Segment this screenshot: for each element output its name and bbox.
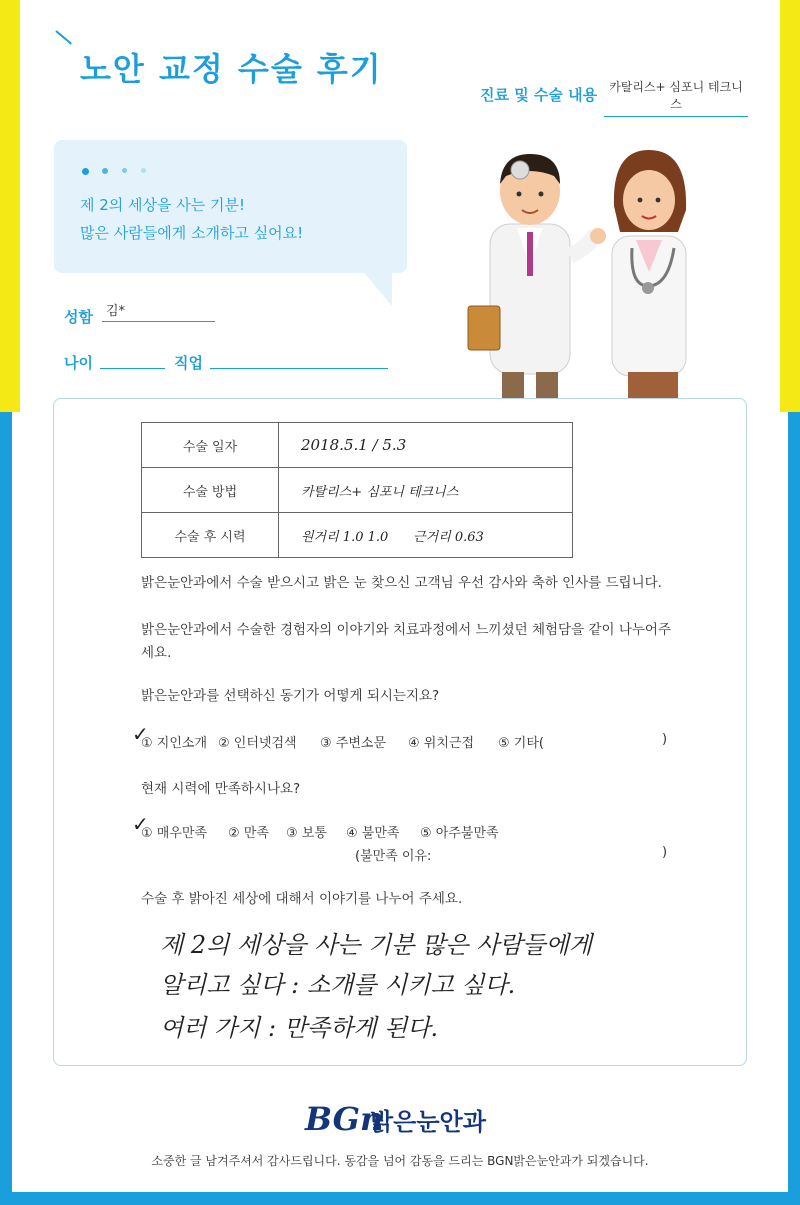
handwritten-answer-line: 여러 가지 : 만족하게 된다.	[160, 1014, 439, 1042]
table-header-cell: 수술 일자	[142, 423, 279, 468]
treatment-label: 진료 및 수술 내용	[480, 86, 598, 104]
page-title: 노안 교정 수술 후기	[80, 50, 383, 88]
question-1: 밝은눈안과를 선택하신 동기가 어떻게 되시는지요?	[141, 688, 440, 704]
name-field: 김*	[102, 300, 215, 322]
age-field	[100, 350, 165, 369]
table-header-cell: 수술 방법	[142, 468, 279, 513]
q2-reason-close: )	[662, 845, 668, 860]
bubble-dot	[102, 168, 108, 174]
q2-option-4[interactable]: ④ 불만족	[346, 826, 400, 841]
handwritten-answer-line: 알리고 싶다 : 소개를 시키고 싶다.	[160, 971, 516, 999]
frame-yellow-right	[780, 0, 800, 412]
frame-blue-left	[0, 412, 12, 1205]
frame-blue-right	[788, 412, 800, 1205]
q1-option-4[interactable]: ④ 위치근접	[408, 736, 475, 751]
job-field	[210, 350, 388, 369]
female-doctor-illustration	[612, 150, 686, 412]
post-op-vision-value: 원거리 1.0 1.0 근거리 0.63	[279, 513, 573, 558]
q2-reason-label: (불만족 이유:	[355, 849, 432, 864]
check-mark-icon: ✓	[132, 722, 149, 746]
bgn-logo: BGn	[305, 1100, 384, 1138]
question-2: 현재 시력에 만족하시나요?	[141, 781, 301, 797]
check-mark-icon: ✓	[132, 812, 149, 836]
title-accent-slash	[55, 30, 72, 44]
speech-bubble-tail	[362, 270, 392, 306]
q2-option-1[interactable]: ① 매우만족	[141, 826, 208, 841]
table-row	[142, 468, 573, 513]
surgery-method-value: 카탈리스+ 심포니 테크니스	[279, 468, 573, 513]
bubble-dot	[141, 168, 146, 173]
bubble-dot	[82, 168, 89, 175]
q1-option-1[interactable]: ① 지인소개	[141, 736, 208, 751]
job-label: 직업	[174, 354, 203, 372]
frame-blue-bottom	[0, 1192, 800, 1205]
handwritten-answer-line: 제 2의 세상을 사는 기분 많은 사람들에게	[160, 931, 592, 959]
q1-option-5-close: )	[662, 732, 668, 747]
table-header-cell: 수술 후 시력	[142, 513, 279, 558]
bubble-text-line1: 제 2의 세상을 사는 기분!	[80, 196, 246, 214]
bubble-dot	[122, 168, 127, 173]
q2-option-3[interactable]: ③ 보통	[286, 826, 327, 841]
intro-paragraph-1: 밝은눈안과에서 수술 받으시고 밝은 눈 찾으신 고객님 우선 감사와 축하 인사를 드립니다.	[141, 575, 662, 591]
frame-yellow-left	[0, 0, 20, 412]
treatment-value: 카탈리스+ 심포니 테크니스	[604, 78, 748, 117]
intro-paragraph-2: 밝은눈안과에서 수술한 경험자의 이야기와 치료과정에서 느끼셨던 체험담을 같이 나누어주세요.	[141, 622, 671, 661]
surgery-date-value: 2018.5.1 / 5.3	[279, 423, 573, 468]
age-label: 나이	[64, 354, 93, 372]
q2-option-2[interactable]: ② 만족	[228, 826, 269, 841]
table-row	[142, 423, 573, 468]
surgery-info-table	[141, 422, 573, 558]
name-label: 성함	[64, 308, 93, 326]
bubble-text-line2: 많은 사람들에게 소개하고 싶어요!	[80, 224, 304, 242]
table-row	[142, 513, 573, 558]
q2-option-5[interactable]: ⑤ 아주불만족	[420, 826, 499, 841]
q1-option-3[interactable]: ③ 주변소문	[320, 736, 387, 751]
doctors-illustration	[462, 136, 720, 412]
q1-option-2[interactable]: ② 인터넷검색	[218, 736, 297, 751]
question-3: 수술 후 밝아진 세상에 대해서 이야기를 나누어 주세요.	[141, 891, 463, 907]
brand-name: 밝은눈안과	[370, 1108, 486, 1136]
male-doctor-illustration	[468, 154, 606, 412]
q1-option-5[interactable]: ⑤ 기타(	[498, 736, 544, 751]
footer-message: 소중한 글 남겨주셔서 감사드립니다. 동감을 넘어 감동을 드리는 BGN밝은눈안과가 되겠습니다.	[151, 1154, 649, 1168]
